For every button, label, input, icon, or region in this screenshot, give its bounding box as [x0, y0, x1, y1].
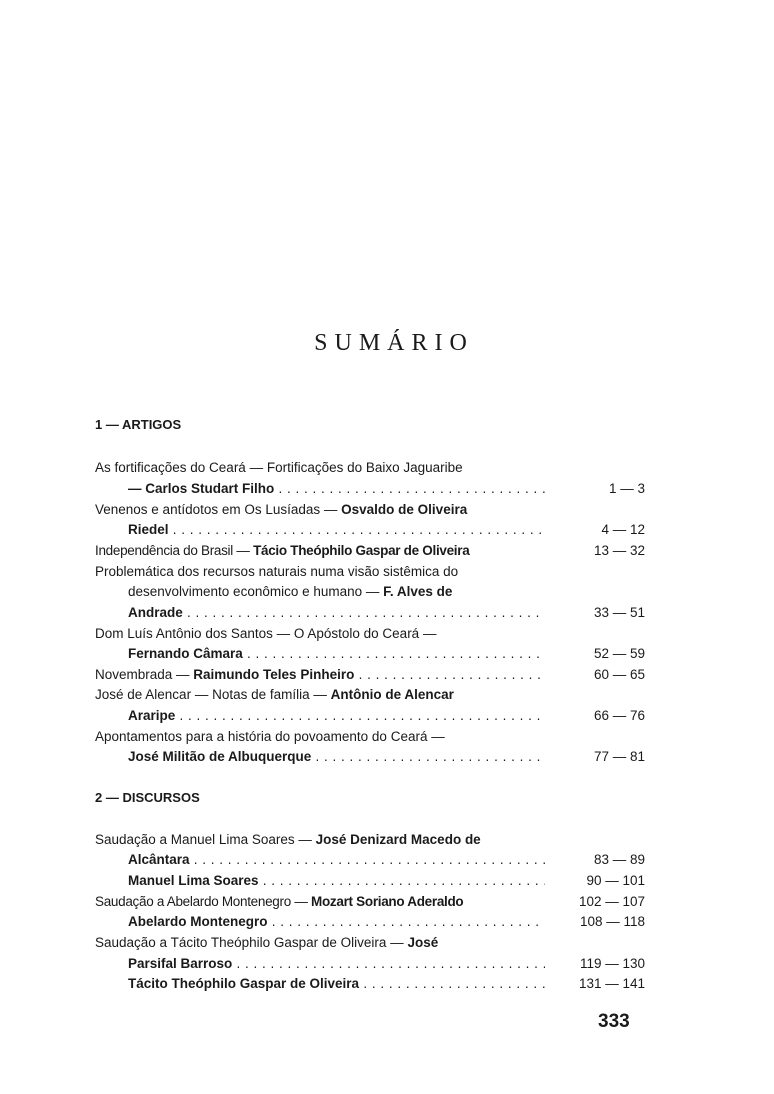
- page-range: 13 — 32: [593, 543, 645, 558]
- toc-line: Araripe . . .: [128, 707, 545, 725]
- page-range: 108 — 118: [579, 914, 645, 929]
- toc-line: Andrade . . .: [128, 604, 545, 622]
- toc-line: Apontamentos para a história do povoamento do Ceará —: [95, 729, 445, 744]
- toc-line: Alcântara . . .: [128, 851, 545, 869]
- toc-line: Independência do Brasil — Tácio Theóphilo Gaspar de Oliveira: [95, 543, 470, 558]
- toc-line: José Militão de Albuquerque . . .: [128, 748, 545, 766]
- toc-line: Problemática dos recursos naturais numa visão sistêmica do: [95, 564, 459, 579]
- toc-line: Dom Luís Antônio dos Santos — O Apóstolo do Ceará —: [95, 626, 437, 641]
- toc-line: Parsifal Barroso . . .: [128, 955, 545, 973]
- toc-line: Saudação a Abelardo Montenegro — Mozart Soriano Aderaldo: [95, 894, 464, 909]
- page-range: 77 — 81: [593, 749, 645, 764]
- toc-line: José de Alencar — Notas de família — Antônio de Alencar: [95, 687, 454, 702]
- toc-line: Saudação a Manuel Lima Soares — José Denizard Macedo de: [95, 832, 481, 847]
- toc-line: Novembrada — Raimundo Teles Pinheiro . . .: [95, 666, 545, 684]
- toc-line: Tácito Theóphilo Gaspar de Oliveira . . .: [128, 975, 545, 993]
- page-number: 333: [598, 1011, 630, 1032]
- page-range: 52 — 59: [593, 646, 645, 661]
- page-range: 60 — 65: [593, 667, 645, 682]
- toc-line: Manuel Lima Soares . . .: [128, 872, 545, 890]
- toc-line: desenvolvimento econômico e humano — F. Alves de: [128, 584, 453, 599]
- toc-line: Fernando Câmara . . .: [128, 645, 545, 663]
- toc-line: As fortificações do Ceará — Fortificações do Baixo Jaguaribe: [95, 460, 463, 475]
- page-range: 90 — 101: [586, 873, 645, 888]
- page-range: 83 — 89: [593, 852, 645, 867]
- toc-line: — Carlos Studart Filho . . .: [128, 480, 545, 498]
- page-range: 33 — 51: [593, 605, 645, 620]
- page-title: SUMÁRIO: [314, 330, 474, 356]
- section-heading-discursos: 2 — DISCURSOS: [95, 790, 200, 805]
- page-range: 102 — 107: [578, 894, 645, 909]
- toc-line: Abelardo Montenegro . . .: [128, 913, 545, 931]
- page-range: 4 — 12: [601, 522, 645, 537]
- page-range: 1 — 3: [608, 481, 645, 496]
- page-range: 119 — 130: [579, 956, 645, 971]
- page-range: 66 — 76: [593, 708, 645, 723]
- toc-line: Saudação a Tácito Theóphilo Gaspar de Oliveira — José: [95, 935, 439, 950]
- toc-line: Riedel . . .: [128, 521, 545, 539]
- section-heading-artigos: 1 — ARTIGOS: [95, 417, 182, 432]
- page-range: 131 — 141: [578, 976, 645, 991]
- toc-line: Venenos e antídotos em Os Lusíadas — Osvaldo de Oliveira: [95, 502, 468, 517]
